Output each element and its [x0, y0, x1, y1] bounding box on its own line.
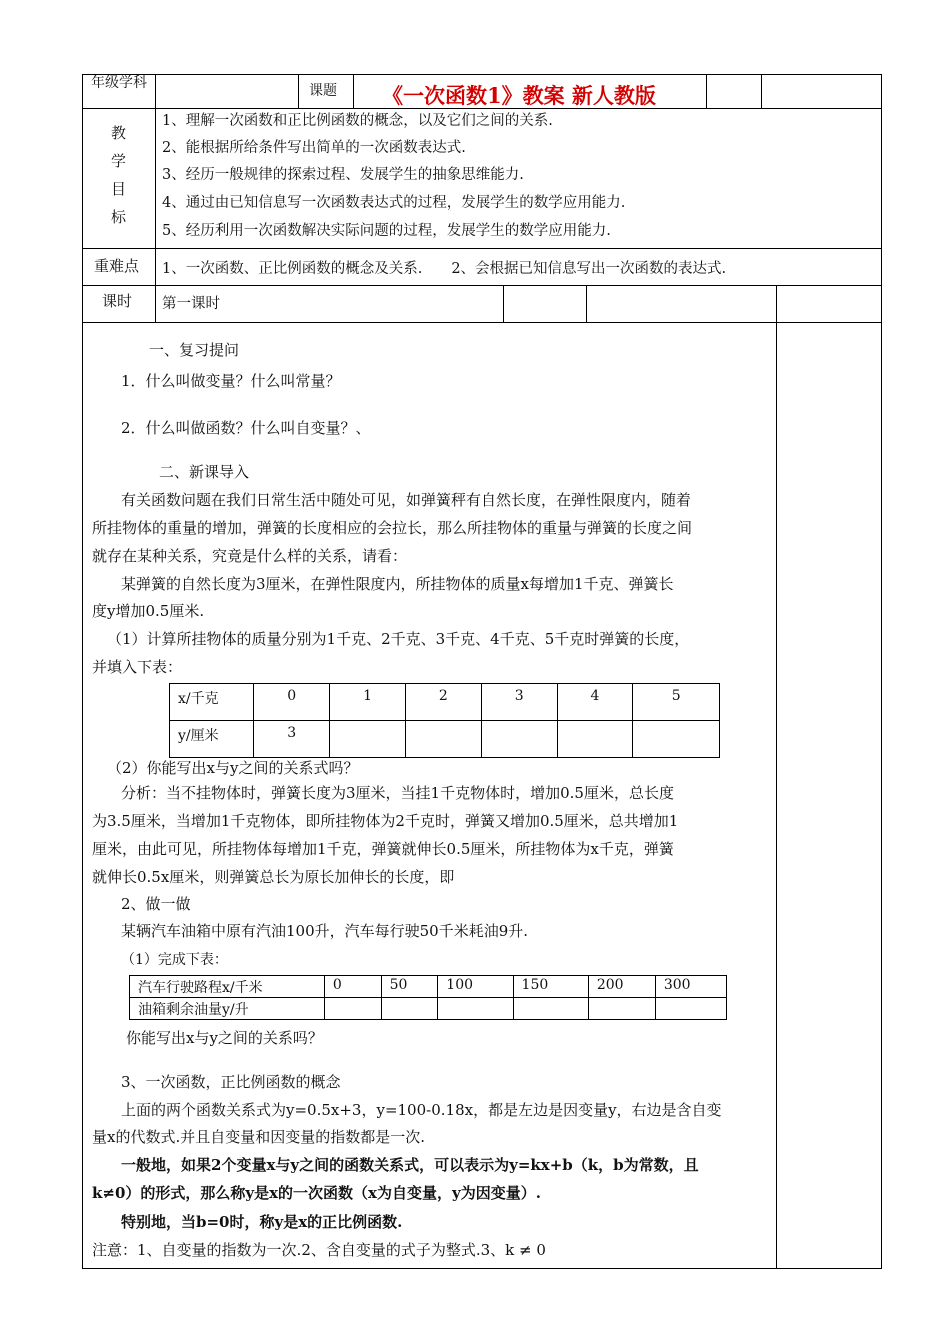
- table-cell: [481, 721, 557, 758]
- table-cell: [588, 998, 655, 1020]
- definition-line: k≠0）的形式，那么称y是x的一次函数（x为自变量，y为因变量）.: [92, 1184, 541, 1202]
- note: 注意：1、自变量的指数为一次.2、含自变量的式子为整式.3、k ≠ 0: [92, 1241, 546, 1259]
- table-cell: 汽车行驶路程x/千米: [130, 976, 325, 998]
- period-label: 课时: [102, 292, 133, 310]
- intro-line: 就存在某种关系，究竟是什么样的关系，请看：: [92, 547, 408, 565]
- analysis-line: 分析：当不挂物体时，弹簧长度为3厘米，当挂1千克物体时，增加0.5厘米，总长度: [121, 784, 674, 802]
- table-cell: 3: [254, 721, 330, 758]
- table-cell: [330, 721, 406, 758]
- col-divider-2: [353, 74, 354, 108]
- goals-label-char: 目: [111, 180, 127, 198]
- table-cell: 0: [324, 976, 381, 998]
- table-row: [170, 721, 720, 758]
- col-divider-5: [503, 285, 504, 322]
- col-divider-6: [586, 285, 587, 322]
- concept-heading: 3、一次函数，正比例函数的概念: [121, 1073, 341, 1091]
- table-cell: 3: [481, 684, 557, 721]
- table-cell: [324, 998, 381, 1020]
- question-1: 1．什么叫做变量？什么叫常量？: [121, 372, 341, 390]
- table-border-top: [82, 74, 882, 75]
- grade-subject-label: 年级学科: [91, 75, 147, 91]
- goals-label-char: 教: [111, 124, 127, 142]
- table-cell: [405, 721, 481, 758]
- table-row: [130, 998, 727, 1020]
- col-divider-label: [155, 74, 156, 322]
- col-divider-1: [298, 74, 299, 108]
- table-cell: 50: [381, 976, 438, 998]
- table-cell: [381, 998, 438, 1020]
- table-border-right: [881, 74, 882, 1269]
- table-border-row4: [82, 322, 882, 323]
- goal-item: 1、理解一次函数和正比例函数的概念，以及它们之间的关系.: [162, 113, 553, 129]
- special-case: 特别地，当b=0时，称y是x的正比例函数.: [121, 1213, 403, 1231]
- concept-line: 量x的代数式.并且自变量和因变量的指数都是一次.: [92, 1128, 425, 1146]
- concept-line: 上面的两个函数关系式为y=0.5x+3，y=100-0.18x，都是左边是因变量y，右边是含自变: [121, 1101, 722, 1119]
- table-border-bottom: [82, 1268, 882, 1269]
- spring-line: 某弹簧的自然长度为3厘米，在弹性限度内，所挂物体的质量x每增加1千克、弹簧长: [121, 575, 674, 593]
- col-divider-4: [761, 74, 762, 108]
- table-cell: x/千克: [170, 684, 254, 721]
- table-cell: [513, 998, 588, 1020]
- difficulty-label: 重难点: [94, 257, 140, 275]
- table-cell: 油箱剩余油量y/升: [130, 998, 325, 1020]
- table-cell: 0: [254, 684, 330, 721]
- table-cell: 200: [588, 976, 655, 998]
- goals-label-char: 标: [111, 208, 127, 226]
- practice-heading: 2、做一做: [121, 895, 191, 913]
- complete-table-instruction: （1）完成下表：: [121, 952, 228, 968]
- task-1-line: （1）计算所挂物体的质量分别为1千克、2千克、3千克、4千克、5千克时弹簧的长度，: [107, 630, 690, 648]
- page-title: 《一次函数1》教案 新人教版: [382, 83, 656, 108]
- task-2: （2）你能写出x与y之间的关系式吗？: [107, 759, 359, 777]
- intro-heading: 二、新课导入: [159, 463, 250, 481]
- review-heading: 一、复习提问: [149, 341, 240, 359]
- table-row: [170, 684, 720, 721]
- question-2: 2．什么叫做函数？什么叫自变量？、: [121, 419, 371, 437]
- spring-line: 度y增加0.5厘米.: [92, 602, 205, 620]
- task-1-line: 并填入下表：: [92, 658, 183, 676]
- table-cell: [655, 998, 726, 1020]
- col-divider-notes: [776, 285, 777, 1268]
- table-cell: y/厘米: [170, 721, 254, 758]
- table-cell: 2: [405, 684, 481, 721]
- analysis-line: 厘米，由此可见，所挂物体每增加1千克，弹簧就伸长0.5厘米，所挂物体为x千克，弹簧: [92, 840, 674, 858]
- col-divider-3: [706, 74, 707, 108]
- goals-label-char: 学: [111, 152, 127, 170]
- table-border-row2: [82, 248, 882, 249]
- period-value: 第一课时: [162, 296, 220, 312]
- definition-line: 一般地，如果2个变量x与y之间的函数关系式，可以表示为y=kx+b（k，b为常数，且: [121, 1156, 699, 1174]
- intro-line: 所挂物体的重量的增加，弹簧的长度相应的会拉长，那么所挂物体的重量与弹簧的长度之间: [92, 519, 693, 537]
- table-border-row3: [82, 285, 882, 286]
- table-cell: 300: [655, 976, 726, 998]
- table-cell: 4: [557, 684, 633, 721]
- table-cell: [557, 721, 633, 758]
- table-row: [130, 976, 727, 998]
- intro-line: 有关函数问题在我们日常生活中随处可见，如弹簧秤有自然长度，在弹性限度内，随着: [121, 491, 692, 509]
- table-border-left: [82, 74, 83, 1269]
- table-cell: [438, 998, 513, 1020]
- table-cell: 150: [513, 976, 588, 998]
- relation-question: 你能写出x与y之间的关系吗？: [126, 1029, 323, 1047]
- fuel-table: [129, 975, 727, 1020]
- goal-item: 2、能根据所给条件写出简单的一次函数表达式.: [162, 140, 466, 156]
- goal-item: 5、经历利用一次函数解决实际问题的过程，发展学生的数学应用能力.: [162, 223, 611, 239]
- difficulty-text: 1、一次函数、正比例函数的概念及关系. 2、会根据已知信息写出一次函数的表达式.: [162, 261, 727, 277]
- table-cell: 5: [633, 684, 720, 721]
- car-text: 某辆汽车油箱中原有汽油100升，汽车每行驶50千米耗油9升.: [121, 922, 529, 940]
- table-cell: [633, 721, 720, 758]
- analysis-line: 为3.5厘米，当增加1千克物体，即所挂物体为2千克时，弹簧又增加0.5厘米，总共增加1: [92, 812, 679, 830]
- analysis-line: 就伸长0.5x厘米，则弹簧总长为原长加伸长的长度，即: [92, 868, 455, 886]
- topic-label: 课题: [309, 83, 337, 99]
- goal-item: 4、通过由已知信息写一次函数表达式的过程，发展学生的数学应用能力.: [162, 195, 626, 211]
- table-cell: 1: [330, 684, 406, 721]
- goal-item: 3、经历一般规律的探索过程、发展学生的抽象思维能力.: [162, 167, 524, 183]
- table-cell: 100: [438, 976, 513, 998]
- spring-table: [169, 683, 720, 758]
